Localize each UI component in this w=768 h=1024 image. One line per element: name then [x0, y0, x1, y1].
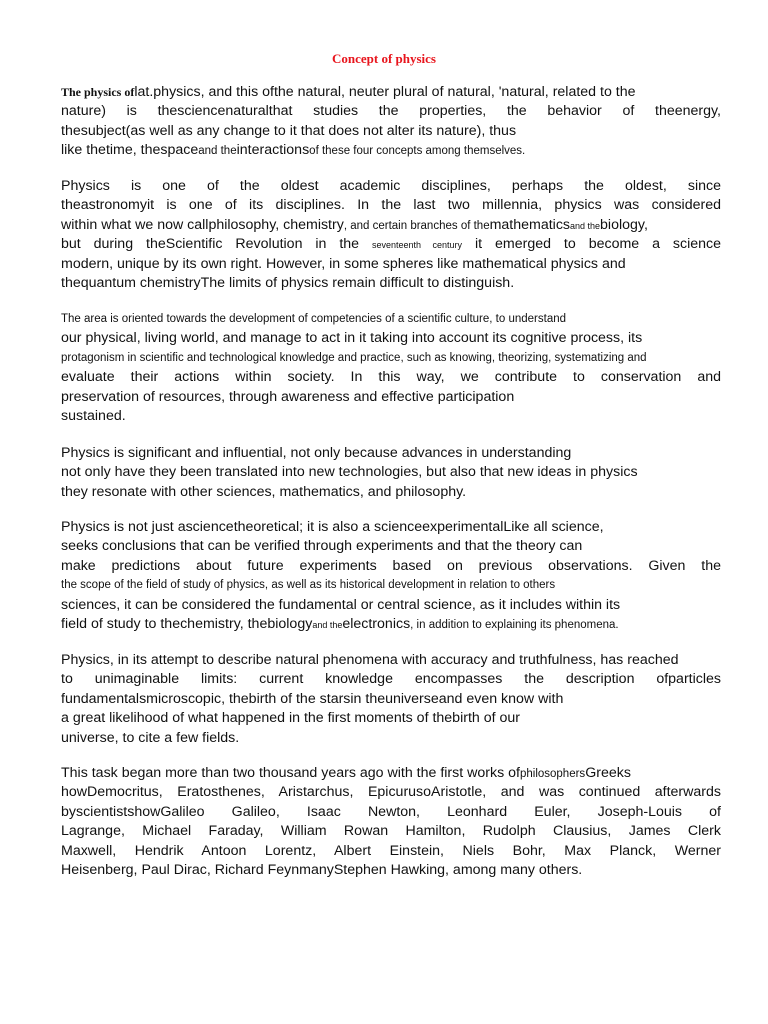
text-line: Physics, in its attempt to describe natural phenomena with accuracy and truthfulness, has reached	[61, 652, 679, 668]
text-line: universe, to cite a few fields.	[61, 729, 240, 746]
text-line: Physics is not just asciencetheoretical; it is also a scienceexperimentalLike all science,	[61, 519, 604, 535]
text-line: seeks conclusions that can be verified through experiments and that the theory can	[61, 538, 583, 555]
small-text: , in addition to explaining its phenomena.	[410, 618, 619, 631]
text-line: theastronomyit is one of its disciplines. In the last two millennia, physics was considered	[61, 197, 721, 214]
text-line: byscientistshowGalileo Galileo, Isaac Newton, Leonhard Euler, Joseph-Louis of	[61, 803, 721, 820]
text-fragment: Greeks	[585, 765, 631, 781]
tiny-text: and the	[570, 220, 601, 231]
text-line: thesubject(as well as any change to it that does not alter its nature), thus	[61, 122, 517, 139]
text-line: sciences, it can be considered the fundamental or central science, as it includes within its	[61, 596, 621, 613]
text-line: evaluate their actions within society. In this way, we contribute to conservation and	[61, 369, 721, 386]
document-title: Concept of physics	[331, 51, 436, 66]
text-line: modern, unique by its own right. However, in some spheres like mathematical physics and	[61, 255, 626, 272]
text-fragment: biology,	[600, 216, 648, 233]
text-line: they resonate with other sciences, mathematics, and philosophy.	[61, 483, 467, 500]
text-line	[61, 764, 721, 783]
text-line: make predictions about future experiments based on previous observations. Given the	[61, 557, 721, 574]
small-text: and the	[198, 145, 237, 158]
text-line	[61, 141, 721, 160]
text-fragment: mathematics	[489, 216, 571, 233]
paragraph-scientists	[61, 764, 721, 880]
paragraph-experimental	[61, 518, 721, 634]
small-text: philosophers	[519, 768, 586, 780]
paragraph-area	[61, 310, 721, 426]
text-line	[61, 216, 721, 235]
paragraph-significance	[61, 444, 721, 502]
text-fragment: This task began more than two thousand years ago with the first works of	[61, 765, 520, 781]
text-line: Maxwell, Hendrik Antoon Lorentz, Albert Einstein, Niels Bohr, Max Planck, Werner	[61, 842, 721, 859]
text-line: not only have they been translated into new technologies, but also that new ideas in physics	[61, 464, 638, 481]
text-line: Physics is one of the oldest academic disciplines, perhaps the oldest, since	[61, 178, 721, 194]
text-fragment: like thetime, thespace	[61, 142, 199, 159]
text-fragment: lat.physics, and this ofthe natural, neuter plural of natural, 'natural, related to the	[134, 84, 636, 100]
text-line: our physical, living world, and manage to act in it taking into account its cognitive process, its	[61, 330, 643, 347]
text-line: Lagrange, Michael Faraday, William Rowan Hamilton, Rudolph Clausius, James Clerk	[61, 823, 721, 840]
small-text: , and certain branches of the	[343, 219, 490, 232]
text-fragment: interactions	[236, 142, 310, 159]
text-line: sustained.	[61, 407, 126, 424]
text-fragment: but during theScientific Revolution in the	[61, 236, 360, 253]
text-line: preservation of resources, through awareness and effective participation	[61, 388, 515, 405]
text-line: The area is oriented towards the development of competencies of a scientific culture, to understand	[61, 313, 567, 325]
text-line	[61, 235, 721, 254]
text-line	[61, 615, 721, 634]
text-line: to unimaginable limits: current knowledge encompasses the description ofparticles	[61, 671, 721, 688]
text-line: fundamentalsmicroscopic, thebirth of the starsin theuniverseand even know with	[61, 690, 564, 707]
text-line: Physics is significant and influential, not only because advances in understanding	[61, 445, 572, 461]
small-text: of these four concepts among themselves.	[309, 145, 526, 158]
text-fragment: electronics	[342, 615, 411, 632]
text-line: nature) is thesciencenaturalthat studies the properties, the behavior of theenergy,	[61, 103, 721, 120]
text-line: thequantum chemistryThe limits of physics remain difficult to distinguish.	[61, 274, 515, 291]
text-fragment: field of study to thechemistry, thebiology	[61, 615, 313, 632]
paragraph-history	[61, 177, 721, 293]
tiny-text: and the	[312, 619, 343, 630]
text-fragment: within what we now callphilosophy, chemistry	[61, 216, 344, 233]
text-line: howDemocritus, Eratosthenes, Aristarchus, EpicurusoAristotle, and was continued afterwards	[61, 784, 721, 801]
text-fragment: it emerged to become a science	[475, 236, 722, 253]
paragraph-definition	[61, 83, 721, 161]
text-line: protagonism in scientific and technological knowledge and practice, such as knowing, theorizing, systematizing and	[61, 351, 647, 364]
paragraph-limits	[61, 651, 721, 748]
text-line	[61, 83, 721, 102]
lead-in-text: The physics of	[61, 85, 135, 99]
text-line: Heisenberg, Paul Dirac, Richard FeynmanyStephen Hawking, among many others.	[61, 861, 583, 878]
text-line: a great likelihood of what happened in the first moments of thebirth of our	[61, 710, 521, 727]
tiny-text: seventeenth century	[372, 240, 463, 251]
text-line: the scope of the field of study of physics, as well as its historical development in relation to others	[61, 579, 556, 592]
